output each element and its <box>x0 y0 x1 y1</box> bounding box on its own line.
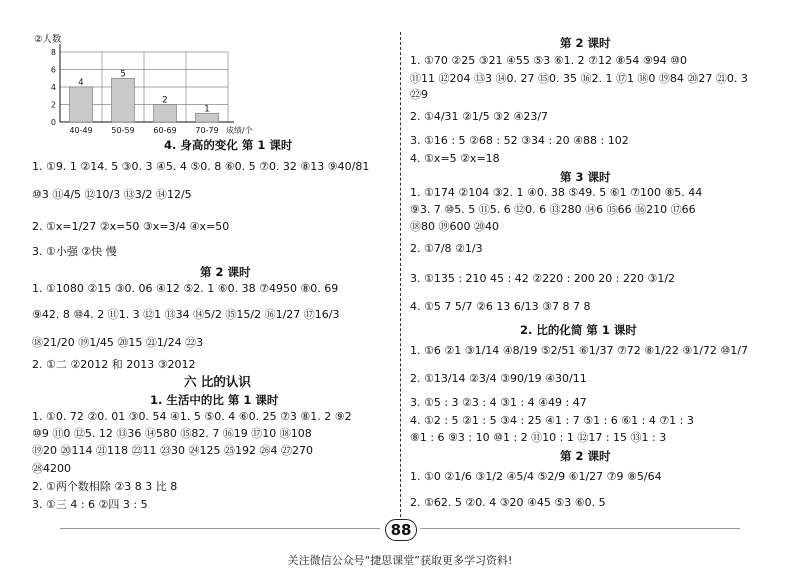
answer-line: ⑩9 ⑪0 ⑫5. 12 ⑬36 ⑭580 ⑮82. 7 ⑯19 ⑰10 ⑱108 <box>32 427 312 440</box>
answer-line: ⑪11 ⑫204 ⑬3 ⑭0. 27 ⑮0. 35 ⑯2. 1 ⑰1 ⑱0 ⑲84 ⑳27 ㉑0. 3 <box>410 72 748 85</box>
answer-line: 1. ①9. 1 ②14. 5 ③0. 3 ④5. 4 ⑤0. 8 ⑥0. 5 ⑦0. 32 ⑧13 ⑨40/81 <box>32 160 370 173</box>
x-tick-label: 50-59 <box>111 126 135 135</box>
y-tick-label: 2 <box>50 100 56 110</box>
answer-line: ⑧1 : 6 ⑨3 : 10 ⑩1 : 2 ⑪10 : 1 ⑫17 : 15 ⑬1 : 3 <box>410 431 667 444</box>
x-tick-label: 60-69 <box>153 126 177 135</box>
answer-line: 2. ①7/8 ②1/3 <box>410 242 483 255</box>
answer-line: 3. ①三 4 : 6 ②四 3 : 5 <box>32 498 148 511</box>
answer-line: 3. ①16 : 5 ②68 : 52 ③34 : 20 ④88 : 102 <box>410 134 629 147</box>
footer-notice: 关注微信公众号“捷思课堂”获取更多学习资料! <box>287 554 513 567</box>
answer-line: 1. ①70 ②25 ③21 ④55 ⑤3 ⑥1. 2 ⑦12 ⑧54 ⑨94 ⑩0 <box>410 54 688 67</box>
bar-value-label: 1 <box>204 104 210 115</box>
answer-line: 3. ①5 : 3 ②3 : 4 ③1 : 4 ④49 : 47 <box>410 396 587 409</box>
y-tick-label: 0 <box>50 118 56 127</box>
answer-line: 2. ①x=1/27 ②x=50 ③x=3/4 ④x=50 <box>32 220 230 233</box>
x-tick-label: 40-49 <box>69 126 93 135</box>
answer-line: 1. ①1080 ②15 ③0. 06 ④12 ⑤2. 1 ⑥0. 38 ⑦4950 ⑧0. 69 <box>32 282 339 295</box>
section-heading-lesson-2: 第 2 课时 <box>560 449 611 463</box>
bar-value-label: 5 <box>120 69 126 80</box>
answer-line: ⑱21/20 ⑲1/45 ⑳15 ㉑1/24 ㉒3 <box>32 336 204 349</box>
bar-value-label: 4 <box>78 78 84 88</box>
section-heading-ratio-in-life-lesson-1: 1. 生活中的比 第 1 课时 <box>150 393 279 407</box>
answer-line: 4. ①2 : 5 ②1 : 5 ③4 : 25 ④1 : 7 ⑤1 : 6 ⑥1 : 4 ⑦1 : 3 <box>410 414 694 427</box>
answer-line: 2. ①13/14 ②3/4 ③90/19 ④30/11 <box>410 372 587 385</box>
chart-title: ②人数 <box>34 34 62 45</box>
answer-line: 2. ①62. 5 ②0. 4 ③20 ④45 ⑤3 ⑥0. 5 <box>410 496 606 509</box>
y-tick-label: 6 <box>50 65 56 75</box>
answer-line: ⑱80 ⑲600 ⑳40 <box>410 220 499 233</box>
bar <box>111 78 134 122</box>
section-heading-height-change-lesson-1: 4. 身高的变化 第 1 课时 <box>164 138 293 152</box>
answer-line: 2. ①二 ②2012 和 2013 ③2012 <box>32 358 196 371</box>
x-axis-label: 成绩/个 <box>226 126 253 135</box>
answer-line: 1. ①6 ②1 ③1/14 ④8/19 ⑤2/51 ⑥1/37 ⑦72 ⑧1/22 ⑨1/72 ⑩1/7 <box>410 344 748 357</box>
section-heading-lesson-2: 第 2 课时 <box>200 265 251 279</box>
bar-chart <box>32 30 292 142</box>
footer-rule-right <box>420 528 740 529</box>
answer-line: ㉒9 <box>410 88 428 101</box>
y-tick-label: 8 <box>50 48 56 57</box>
answer-line: ⑨3. 7 ⑩5. 5 ⑪5. 6 ⑫0. 6 ⑬280 ⑭6 ⑮66 ⑯210 ⑰66 <box>410 203 696 216</box>
answer-line: 1. ①0 ②1/6 ③1/2 ④5/4 ⑤2/9 ⑥1/27 ⑦9 ⑧5/64 <box>410 470 662 483</box>
bar <box>153 105 176 123</box>
answer-line: ㉘4200 <box>32 462 71 475</box>
column-divider <box>400 32 401 522</box>
bar <box>69 87 92 122</box>
footer-rule-left <box>60 528 380 529</box>
answer-line: 4. ①x=5 ②x=18 <box>410 152 500 165</box>
x-tick-label: 70-79 <box>195 126 219 135</box>
answer-line: ⑲20 ⑳114 ㉑118 ㉒11 ㉓30 ㉔125 ㉕192 ㉖4 ㉗270 <box>32 444 313 457</box>
section-heading-simplify-ratio-lesson-1: 2. 比的化简 第 1 课时 <box>520 323 637 337</box>
answer-line: 1. ①174 ②104 ③2. 1 ④0. 38 ⑤49. 5 ⑥1 ⑦100 ⑧5. 44 <box>410 186 703 199</box>
answer-line: 1. ①0. 72 ②0. 01 ③0. 54 ④1. 5 ⑤0. 4 ⑥0. 25 ⑦3 ⑧1. 2 ⑨2 <box>32 410 352 423</box>
unit-heading-ratio: 六 比的认识 <box>184 374 251 389</box>
answer-line: 4. ①5 7 5/7 ②6 13 6/13 ③7 8 7 8 <box>410 300 591 313</box>
page-number-badge: 88 <box>385 519 417 541</box>
answer-line: 3. ①小强 ②快 慢 <box>32 245 117 258</box>
bar-value-label: 2 <box>162 95 168 106</box>
answer-line: 3. ①135 : 210 45 : 42 ②220 : 200 20 : 220 ③1/2 <box>410 272 676 285</box>
chart-svg <box>32 30 292 138</box>
answer-line: ⑩3 ⑪4/5 ⑫10/3 ⑬3/2 ⑭12/5 <box>32 188 192 201</box>
y-tick-label: 4 <box>50 83 56 92</box>
section-heading-lesson-3: 第 3 课时 <box>560 170 611 184</box>
answer-line: 2. ①两个数相除 ②3 8 3 比 8 <box>32 480 178 493</box>
section-heading-lesson-2: 第 2 课时 <box>560 36 611 50</box>
answer-line: 2. ①4/31 ②1/5 ③2 ④23/7 <box>410 110 549 123</box>
bar <box>195 113 218 122</box>
answer-line: ⑨42. 8 ⑩4. 2 ⑪1. 3 ⑫1 ⑬34 ⑭5/2 ⑮15/2 ⑯1/27 ⑰16/3 <box>32 308 340 321</box>
